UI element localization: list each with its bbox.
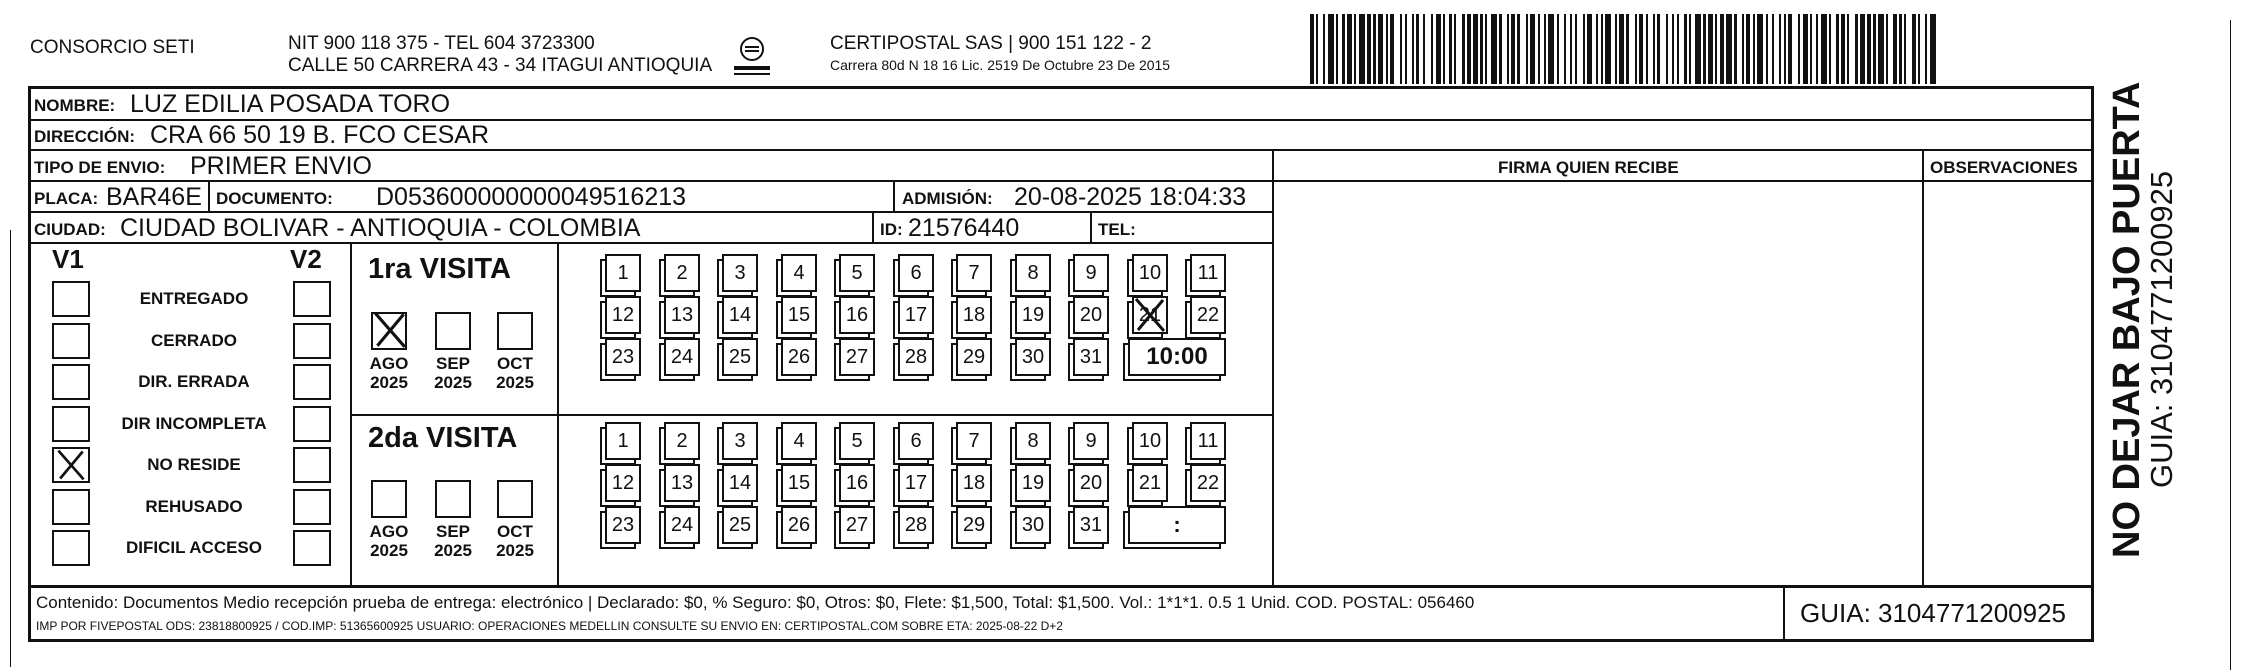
year-label: 2025 [496,373,534,392]
month-checkbox [435,480,471,518]
barcode-bar [1423,14,1425,84]
day-box: 18 [956,464,992,502]
day-box: 26 [781,506,817,544]
barcode-bar [1473,14,1478,84]
day-box: 15 [781,464,817,502]
day-box: 17 [898,464,934,502]
barcode-bar [1526,14,1528,84]
v2-checkbox [293,530,331,566]
barcode-bar [1323,14,1325,84]
day-box: 3 [722,254,758,292]
day-box: 2 [664,422,700,460]
barcode-bar [1766,14,1768,84]
month-label: AGO [369,354,409,373]
day-box: 23 [605,506,641,544]
barcode-bar [1538,14,1540,84]
row-divider [28,242,1273,244]
month-label: SEP [435,522,471,541]
barcode-bar [1405,14,1407,84]
barcode-bar [1316,14,1318,84]
barcode-bar [1449,14,1452,84]
barcode-bar [1336,14,1338,84]
right-tick [2230,20,2231,670]
month-label: AGO [369,522,409,541]
barcode-bar [1893,14,1897,84]
day-box: 19 [1015,296,1051,334]
day-box: 9 [1073,254,1109,292]
barcode-bar [1467,14,1471,84]
v2-checkbox [293,447,331,483]
visit1-title: 1ra VISITA [368,253,511,285]
day-box: 22 [1190,296,1226,334]
day-box: 27 [839,506,875,544]
id-label: ID: [880,220,903,239]
barcode-bar [1841,14,1845,84]
barcode-bar [1684,14,1687,84]
barcode-bar [1757,14,1763,84]
address-line: CALLE 50 CARRERA 43 - 34 ITAGUI ANTIOQUIA [288,55,713,76]
col-divider [1090,211,1092,242]
shipping-value: PRIMER ENVIO [190,152,372,180]
admission-label: ADMISIÓN: [902,189,993,208]
observations-header: OBSERVACIONES [1930,158,2078,177]
day-box: 20 [1073,296,1109,334]
day-box: 16 [839,296,875,334]
year-label: 2025 [434,541,472,560]
city-label: CIUDAD: [34,220,106,239]
barcode-bar [1639,14,1643,84]
v1-checkbox [52,281,90,317]
tel-label: TEL: [1098,220,1136,239]
barcode-bar [1596,14,1598,84]
v1-header: V1 [52,244,84,274]
barcode-bar [1499,14,1502,84]
month-checkbox [497,480,533,518]
day-box: 11 [1190,422,1226,460]
barcode-bar [1646,14,1648,84]
barcode-bar [1695,14,1701,84]
day-box: 4 [781,254,817,292]
document-value: D053600000000049516213 [376,183,687,211]
day-box: 11 [1190,254,1226,292]
barcode-bar [1703,14,1706,84]
barcode-bar [1878,14,1884,84]
barcode-bar [1587,14,1592,84]
day-box: 10 [1132,422,1168,460]
day-box: 5 [839,422,875,460]
day-box: 10 [1132,254,1168,292]
barcode-bar [1619,14,1624,84]
city-value: CIUDAD BOLIVAR - ANTIOQUIA - COLOMBIA [120,214,641,242]
barcode-bar [1485,14,1487,84]
day-box: 7 [956,422,992,460]
barcode-bar [1746,14,1750,84]
day-box: 7 [956,254,992,292]
carrier-line2: Carrera 80d N 18 16 Lic. 2519 De Octubre 23 De 2015 [830,57,1171,73]
day-box: 29 [956,338,992,376]
barcode-bar [1544,14,1546,84]
barcode-bar [1454,14,1456,84]
barcode-bar [1677,14,1679,84]
day-box: 26 [781,338,817,376]
day-box: 13 [664,464,700,502]
footer-guia: GUIA: 3104771200925 [1800,598,2066,628]
year-label: 2025 [370,541,408,560]
v1-x-mark [52,447,90,483]
name-value: LUZ EDILIA POSADA TORO [130,90,451,118]
no-dejar-warning: NO DEJAR BAJO PUERTA [2106,81,2148,558]
status-label: DIR INCOMPLETA [121,413,267,433]
row-divider [28,149,2094,151]
day-box: 9 [1073,422,1109,460]
barcode-bar [1347,14,1352,84]
col-divider [872,211,874,242]
barcode-bar [1310,14,1314,84]
day-box: 6 [898,254,934,292]
day-box: 27 [839,338,875,376]
status-label: REHUSADO [145,496,243,516]
col-divider [1783,585,1785,642]
day-box: 22 [1190,464,1226,502]
barcode-bar [1855,14,1858,84]
barcode-bar [1635,14,1637,84]
barcode-bar [1860,14,1865,84]
barcode-bar [1753,14,1755,84]
day-box: 29 [956,506,992,544]
day-box: 28 [898,506,934,544]
barcode-bar [1507,14,1509,84]
barcode-bar [1436,14,1441,84]
footer-contents: Contenido: Documentos Medio recepción prueba de entrega: electrónico | Declarado: $0, % Seguro: $0, Otros: $0, Flete: $1,500, Total: $1,500. Vol.: 1*1*1. 0.5 1 Unid. COD. POSTAL: 056460 [36,593,1475,612]
barcode-bar [1511,14,1515,84]
barcode-bar [1354,14,1356,84]
barcode-bar [1720,14,1724,84]
status-label: DIR. ERRADA [138,372,250,391]
left-tick [10,230,11,667]
v2-checkbox [293,364,331,400]
day-box: 25 [722,338,758,376]
barcode-bar [1788,14,1792,84]
day-box: 24 [664,506,700,544]
day-box: 31 [1073,338,1109,376]
barcode-bar [1548,14,1554,84]
footer-printed: IMP POR FIVEPOSTAL ODS: 23818800925 / COD.IMP: 51365600925 USUARIO: OPERACIONES MEDELLIN CONSULTE SU ENVIO EN: CERTIPOSTAL.COM SOBRE ETA: 2025-08-22 D+2 [36,619,1063,633]
admission-value: 20-08-2025 18:04:33 [1014,183,1247,211]
row-divider [28,211,1273,213]
row-divider [28,180,2094,182]
barcode-bar [1342,14,1345,84]
shipping-label: TIPO DE ENVIO: [34,158,166,177]
day-box: 28 [898,338,934,376]
signature-header: FIRMA QUIEN RECIBE [1498,158,1679,177]
day-x-mark [1130,294,1170,336]
barcode-bar [1530,14,1535,84]
month-label: SEP [435,354,471,373]
plate-label: PLACA: [34,189,99,208]
month-label: OCT [497,522,533,541]
year-label: 2025 [434,373,472,392]
company-name: CONSORCIO SETI [30,37,195,58]
barcode-bar [1779,14,1781,84]
day-box: 19 [1015,464,1051,502]
day-box: 14 [722,296,758,334]
month-label: OCT [497,354,533,373]
day-box: 18 [956,296,992,334]
barcode-bar [1672,14,1674,84]
status-label: NO RESIDE [147,455,241,474]
day-box: 4 [781,422,817,460]
day-box: 21 [1132,464,1168,502]
barcode-bar [1742,14,1744,84]
barcode-bar [1798,14,1800,84]
day-box: 8 [1015,422,1051,460]
year-label: 2025 [370,373,408,392]
barcode-bar [1784,14,1786,84]
plate-value: BAR46E [106,183,202,211]
day-box: 24 [664,338,700,376]
barcode-bar [1666,14,1668,84]
barcode-bar [1912,14,1916,84]
v1-checkbox [52,364,90,400]
address-value: CRA 66 50 19 B. FCO CESAR [150,121,490,149]
month-checkbox [435,312,471,350]
barcode-bar [1873,14,1876,84]
barcode-bar [1821,14,1827,84]
month-x-mark [369,308,411,352]
v1-checkbox [52,406,90,442]
barcode-bar [1390,14,1394,84]
day-box: 1 [605,254,641,292]
barcode-bar [1726,14,1732,84]
carrier-line1: CERTIPOSTAL SAS | 900 151 122 - 2 [830,33,1152,54]
day-box: 31 [1073,506,1109,544]
day-box: 8 [1015,254,1051,292]
v2-checkbox [293,489,331,525]
barcode-bar [1810,14,1812,84]
barcode-bar [1359,14,1365,84]
barcode-bar [1601,14,1603,84]
barcode-bar [1575,14,1577,84]
barcode-bar [1816,14,1818,84]
day-box: 30 [1015,338,1051,376]
barcode-bar [1367,14,1371,84]
barcode-bar [1462,14,1465,84]
day-box: 6 [898,422,934,460]
barcode-bar [1867,14,1871,84]
barcode-bar [1431,14,1433,84]
barcode-bar [1734,14,1737,84]
v2-checkbox [293,281,331,317]
day-box: 15 [781,296,817,334]
time-box: 10:00 [1128,338,1226,376]
barcode-bar [1400,14,1402,84]
col-divider [208,180,210,211]
barcode-bar [1899,14,1902,84]
barcode-bar [1583,14,1585,84]
status-label: DIFICIL ACCESO [125,538,262,557]
barcode-bar [1904,14,1906,84]
barcode-bar [1930,14,1936,84]
barcode [1310,14,1940,84]
visit-divider [350,414,1273,416]
barcode-bar [1386,14,1388,84]
day-box: 25 [722,506,758,544]
day-box: 1 [605,422,641,460]
barcode-bar [1378,14,1383,84]
v1-checkbox [52,530,90,566]
certipostal-logo-icon [728,34,776,82]
col-divider [1922,149,1924,585]
side-guia: GUIA: 3104771200925 [2144,170,2179,488]
barcode-bar [1416,14,1419,84]
barcode-bar [1373,14,1376,84]
month-checkbox [371,480,407,518]
barcode-bar [1772,14,1774,84]
address-label: DIRECCIÓN: [34,127,136,146]
day-box: 3 [722,422,758,460]
barcode-bar [1653,14,1655,84]
barcode-bar [1626,14,1629,84]
day-box: 21 [1132,296,1168,334]
day-box: 20 [1073,464,1109,502]
barcode-bar [1803,14,1808,84]
barcode-bar [1886,14,1888,84]
v2-checkbox [293,323,331,359]
year-label: 2025 [496,541,534,560]
day-box: 23 [605,338,641,376]
barcode-bar [1605,14,1611,84]
time-box: : [1128,506,1226,544]
v2-header: V2 [290,244,322,274]
visit2-title: 2da VISITA [368,422,518,454]
day-box: 2 [664,254,700,292]
day-box: 14 [722,464,758,502]
barcode-bar [1480,14,1483,84]
barcode-bar [1412,14,1414,84]
barcode-bar [1491,14,1497,84]
col-divider [1272,149,1274,585]
day-box: 5 [839,254,875,292]
status-label: CERRADO [151,330,237,350]
barcode-bar [1570,14,1572,84]
id-value: 21576440 [908,214,1020,242]
col-divider [893,180,895,211]
v1-checkbox [52,323,90,359]
barcode-bar [1829,14,1831,84]
day-box: 12 [605,296,641,334]
nit-line: NIT 900 118 375 - TEL 604 3723300 [288,33,595,54]
barcode-bar [1615,14,1617,84]
barcode-bar [1328,14,1334,84]
day-box: 12 [605,464,641,502]
barcode-bar [1925,14,1927,84]
barcode-bar [1708,14,1713,84]
barcode-bar [1918,14,1920,84]
day-box: 17 [898,296,934,334]
status-label: ENTREGADO [139,289,249,308]
barcode-bar [1715,14,1717,84]
barcode-bar [1517,14,1520,84]
day-box: 30 [1015,506,1051,544]
barcode-bar [1557,14,1559,84]
name-label: NOMBRE: [34,96,116,115]
day-box: 13 [664,296,700,334]
barcode-bar [1564,14,1566,84]
v2-checkbox [293,406,331,442]
barcode-bar [1689,14,1691,84]
barcode-bar [1836,14,1839,84]
v1-checkbox [52,489,90,525]
document-label: DOCUMENTO: [216,189,333,208]
barcode-bar [1657,14,1660,84]
month-checkbox [497,312,533,350]
barcode-bar [1847,14,1849,84]
barcode-bar [1443,14,1445,84]
day-box: 16 [839,464,875,502]
